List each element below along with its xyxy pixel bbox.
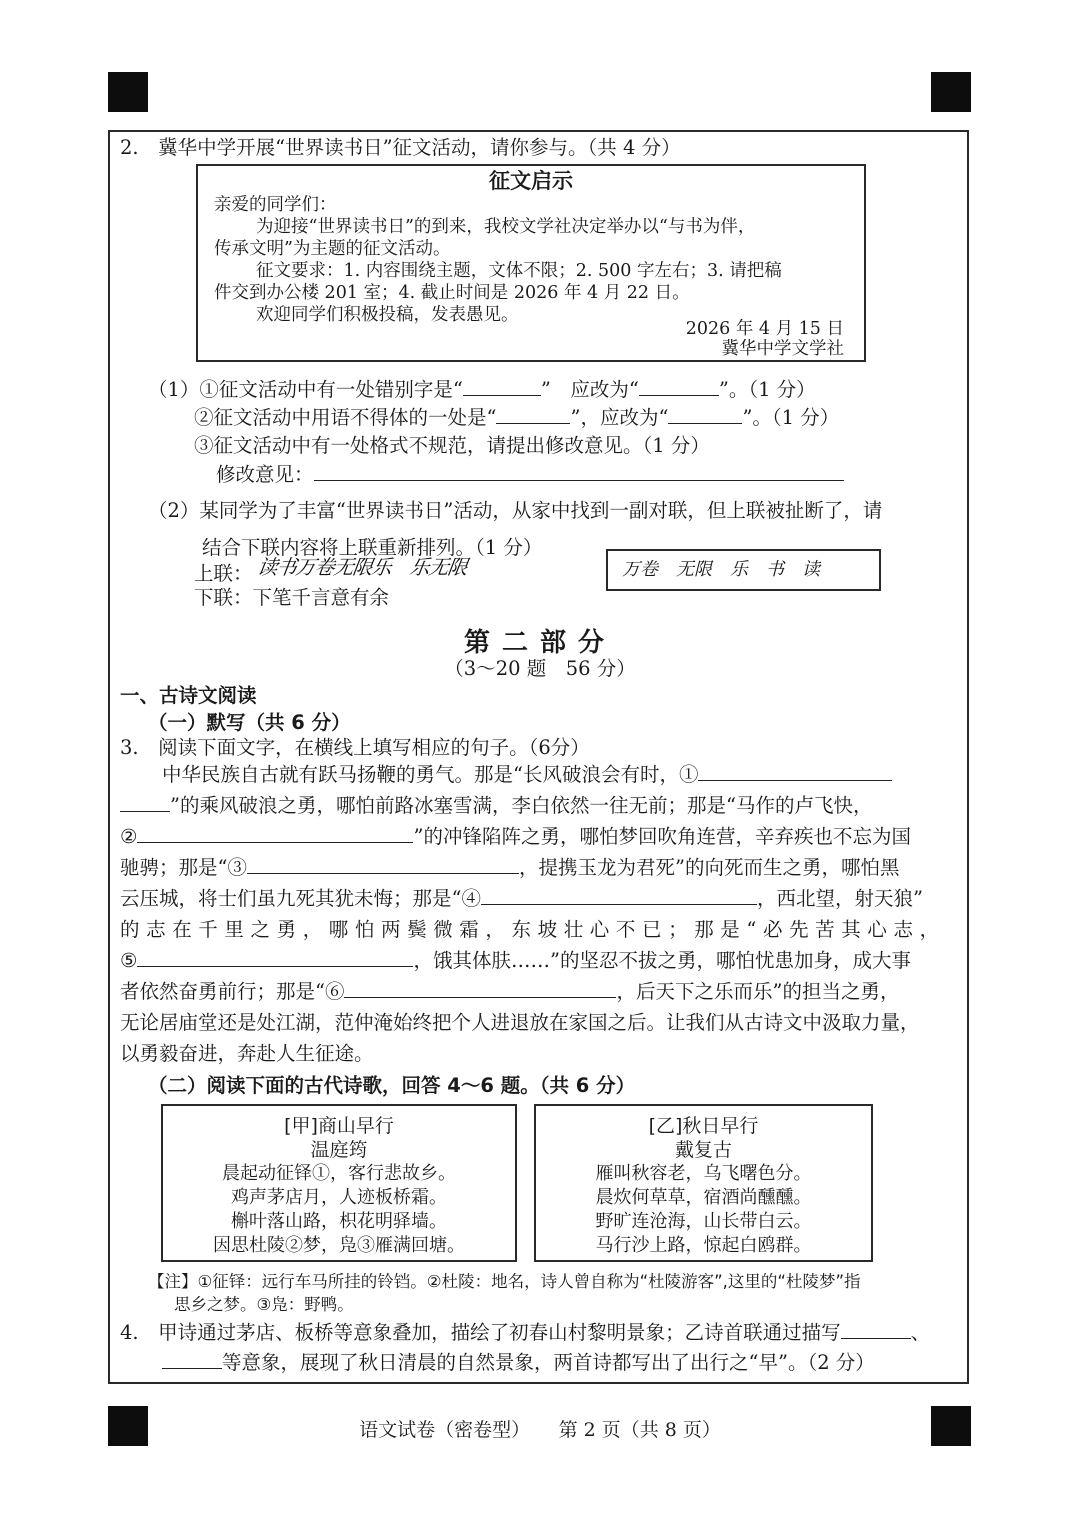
notice-para2-a: 征文要求：1. 内容围绕主题，文体不限；2. 500 字左右；3. 请把稿 <box>256 261 782 281</box>
q2-sub1-c: ③征文活动中有一处格式不规范，请提出修改意见。（1 分） <box>194 434 710 457</box>
q3-line-2: ”的乘风破浪之勇，哪怕前路冰塞雪满，李白依然一往无前；那是“马作的卢飞快， <box>120 793 872 819</box>
notice-title: 征文启示 <box>489 169 573 193</box>
section1-sub1: （一）默写（共 6 分） <box>148 711 351 734</box>
q3-line-6: 的志在千里之勇，哪怕两鬓微霜，东坡壮心不已；那是“必先苦其心志， <box>120 918 946 941</box>
q3-line-4: 驰骋；那是“③ ，提携玉龙为君死”的向死而生之勇，哪怕黑 <box>120 856 900 879</box>
q2-sub2-a: （2）某同学为了丰富“世界读书日”活动，从家中找到一副对联，但上联被扯断了，请 <box>148 499 883 522</box>
q3-line-1: 中华民族自古就有跃马扬鞭的勇气。那是“长风破浪会有时，① <box>162 762 892 788</box>
answer-blank-1[interactable] <box>698 762 892 781</box>
q3-line-8: 者依然奋勇前行；那是“⑥ ，后天下之乐而乐”的担当之勇， <box>120 980 900 1003</box>
answer-blank[interactable] <box>841 1320 911 1339</box>
poem-note-2: 思乡之梦。③凫：野鸭。 <box>174 1295 354 1314</box>
answer-blank[interactable] <box>463 377 541 396</box>
page-footer: 语文试卷（密卷型） 第 2 页（共 8 页） <box>359 1419 721 1441</box>
answer-blank[interactable] <box>496 405 570 424</box>
q3-line-9: 无论居庙堂还是处江湖，范仲淹始终把个人进退放在家国之后。让我们从古诗文中汲取力量， <box>120 1011 920 1034</box>
answer-blank-3[interactable] <box>247 855 519 874</box>
q3-line-10: 以勇毅奋进，奔赴人生征途。 <box>120 1042 374 1065</box>
answer-blank[interactable] <box>314 462 844 481</box>
poem-author: 温庭筠 <box>310 1139 368 1161</box>
poem-box-yi <box>534 1104 873 1262</box>
answer-blank-2[interactable] <box>137 824 413 843</box>
poem-author: 戴复古 <box>674 1139 732 1161</box>
poem-line: 晨炊何草草，宿酒尚醺醺。 <box>595 1187 812 1208</box>
q3-line-3: ② ”的冲锋陷阵之勇，哪怕梦回吹角连营，辛弃疾也不忘为国 <box>120 825 911 848</box>
notice-para2-b: 件交到办公楼 201 室；4. 截止时间是 2026 年 4 月 22 日。 <box>214 283 690 303</box>
q4-line-1: 4. 甲诗通过茅店、板桥等意象叠加，描绘了初春山村黎明景象；乙诗首联通过描写 、 <box>120 1321 931 1344</box>
couplet-upper-label: 上联： <box>194 562 253 585</box>
q2-sub2-b: 结合下联内容将上联重新排列。（1 分） <box>202 536 543 559</box>
part2-title: 第二部分 <box>463 628 616 658</box>
registration-mark-top-left <box>108 72 148 112</box>
scrambled-words-box: 万卷 无限 乐 书 读 <box>606 549 881 591</box>
q4-line-2: 等意象，展现了秋日清晨的自然景象，两首诗都写出了出行之“早”。（2 分） <box>162 1350 875 1376</box>
poem-line: 晨起动征铎①，客行悲故乡。 <box>222 1163 456 1184</box>
answer-blank-6[interactable] <box>344 979 616 998</box>
notice-greeting: 亲爱的同学们： <box>214 195 337 215</box>
q3-line-7: ⑤ ，饿其体肤……”的坚忍不拔之勇，哪怕忧患加身，成大事 <box>120 949 911 972</box>
notice-para1-a: 为迎接“世界读书日”的到来，我校文学社决定举办以“与书为伴， <box>256 217 756 237</box>
poem-line: 雁叫秋容老，乌飞曙色分。 <box>595 1163 812 1184</box>
answer-blank-1-cont[interactable] <box>120 793 170 812</box>
notice-signature: 冀华中学文学社 <box>721 339 844 359</box>
notice-box <box>196 164 866 362</box>
q2-sub1-b: ②征文活动中用语不得体的一处是“ ”，应改为“ ”。（1 分） <box>194 406 840 429</box>
handwritten-answer: 读书万卷无限乐 乐无限 <box>256 555 469 579</box>
couplet-lower: 下联：下笔千言意有余 <box>194 586 390 609</box>
poem-line: 槲叶落山路，枳花明驿墙。 <box>231 1211 447 1232</box>
answer-blank[interactable] <box>639 377 719 396</box>
q3-line-5: 云压城，将士们虽九死其犹未悔；那是“④ ，西北望，射天狼” <box>120 887 923 910</box>
notice-date: 2026 年 4 月 15 日 <box>685 319 844 339</box>
answer-blank[interactable] <box>668 405 742 424</box>
poem-title: [乙]秋日早行 <box>648 1115 759 1137</box>
answer-blank-4[interactable] <box>481 886 757 905</box>
poem-line: 因思杜陵②梦，凫③雁满回塘。 <box>213 1235 465 1256</box>
poem-line: 鸡声茅店月，人迹板桥霜。 <box>231 1187 447 1208</box>
q2-sub1-d: 修改意见： <box>216 462 844 488</box>
poem-line: 野旷连沧海，山长带白云。 <box>595 1211 812 1232</box>
q2-sub1-a: （1）①征文活动中有一处错别字是“ ” 应改为“ ”。（1 分） <box>148 378 816 401</box>
q3-stem: 3. 阅读下面文字，在横线上填写相应的句子。（6分） <box>120 736 590 759</box>
q2-stem: 2. 冀华中学开展“世界读书日”征文活动，请你参与。（共 4 分） <box>120 136 681 159</box>
poem-title: [甲]商山早行 <box>284 1115 394 1137</box>
notice-para1-b: 传承文明”为主题的征文活动。 <box>214 239 451 259</box>
part2-subtitle: （3～20 题 56 分） <box>444 657 636 680</box>
notice-para3: 欢迎同学们积极投稿，发表愚见。 <box>256 305 519 325</box>
poem-note-1: 【注】①征铎：远行车马所挂的铃铛。②杜陵：地名，诗人曾自称为“杜陵游客”,这里的“杜陵梦”指 <box>148 1272 861 1291</box>
section1-title: 一、古诗文阅读 <box>120 684 257 707</box>
poem-box-jia <box>161 1104 517 1262</box>
poem-line: 马行沙上路，惊起白鸥群。 <box>595 1235 812 1256</box>
section1-sub2: （二）阅读下面的古代诗歌，回答 4～6 题。（共 6 分） <box>148 1074 636 1097</box>
answer-blank[interactable] <box>162 1350 222 1369</box>
registration-mark-top-right <box>931 72 971 112</box>
answer-blank-5[interactable] <box>137 948 413 967</box>
